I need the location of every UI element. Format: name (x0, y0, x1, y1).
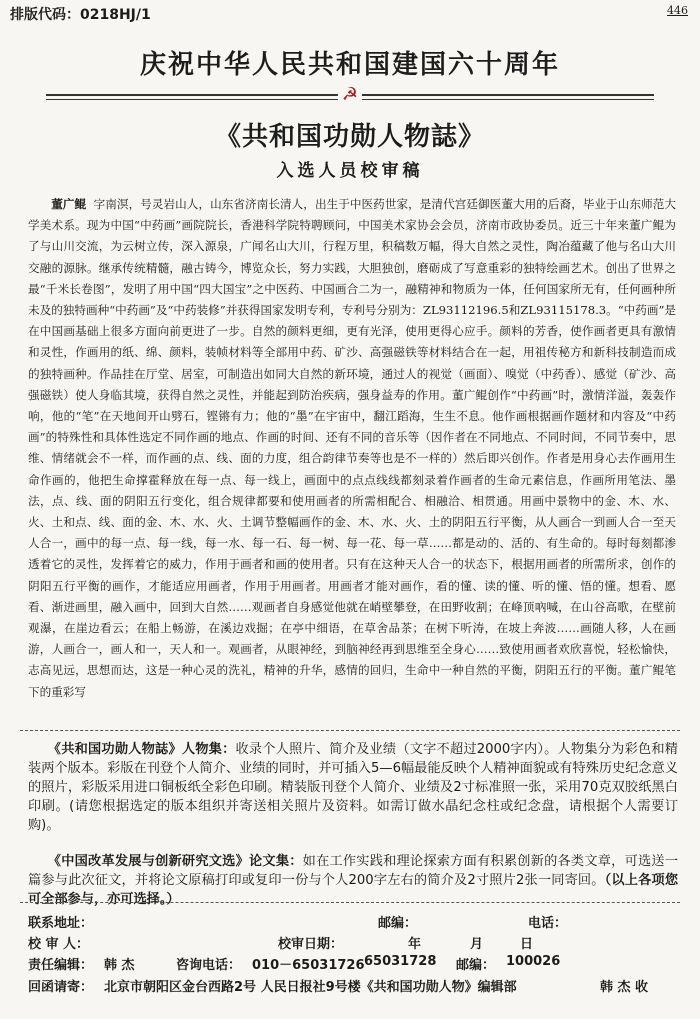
title-divider (46, 84, 654, 105)
wenxuan-text: 如在工作实践和理论探索方面有积累创新的各类文章，可选送一篇参与此次征文，并将论文原稿打印或复印一份与个人200字左右的简介及2寸照片2张一同寄回。 (28, 854, 679, 888)
postcode-label: 邮编： (378, 916, 418, 931)
cut-line-bottom (20, 902, 680, 903)
profile-text: 字南溟，号灵岩山人，山东省济南长清人，出生于中医药世家，是清代宫廷御医董大用的后裔，毕业于山东师范大学美术系。现为中国“中药画”画院院长，香港科学院特聘顾问，中国美术家协会会员，济南市政协委员。近三十年来董广鲲为了与山川交流，为云树立传，深入源泉，广闻名山大川，行程万里，积稿数万幅，得大自然之灵性，陶冶蕴藏了他与名山大川交融的源脉。继承传统精髓，融古铸今，博览众长，努力实践，大胆独创，磨砺成了写意重彩的独特绘画艺术。创出了世界之最“千米长卷图”，发明了用中国“四大国宝”之中医药、中国画合二为一，融精神和物质为一体，任何国家所无有，任何画种所未及的独特画种“中药画”及“中药装修”并获得国家发明专利，专利号分别为：ZL93112196.5和ZL93115178.3。“中药画”是在中国画基础上很多方面向前更进了一步。自然的颜料更细，更有光泽，使用更得心应手。颜料的芳香，使作画者更具有激情和灵性，作画用的纸、绵、颜料，装帧材料等全部用中药、矿沙、高强磁铁等材料结合在一起，用祖传秘方和新科技制造而成的独特画种。作品挂在厅堂、居室，可制造出如同大自然的新环境，通过人的视觉（画面）、嗅觉（中药香）、感觉（矿沙、高强磁铁）使人身临其境，获得自然之灵性，并能起到防治疾病，强身益寿的作用。董广鲲创作“中药画”时，激情洋溢，轰轰作响，他的“笔”在天地间开山劈石，铿锵有力；他的“墨”在宇宙中，翻江蹈海，生生不息。他作画根据画作题材和内容及“中药画”的特殊性和具体性选定不同作画的地点、作画的时间、还有不同的音乐等（因作者在不同地点、不同时间，不同节奏中，思维、情绪就会不一样，而作画的点、线、面的力度，组合韵律节奏等也是不一样的）然后即兴创作。作者是用身心去作画用生命作画的，他把生命撑霍释放在每一点、每一线上，画面中的点点线线都刻录着作画者的生命元素信息，作画所用笔法、墨法，点、线、面的阴阳五行变化，组合规律都要和使用画者的所需相配合、相融洽、相贯通。用画中景物中的金、木、水、火、土和点、线、面的金、木、水、火、土调节整幅画作的金、木、水、火、土的阴阳五行平衡，从人画合一到画人合一至天人合一，画中的每一点、每一线，每一水、每一石、每一树、每一花、每一草……都是动的、活的、有生命的。每时每刻都渗透着它的灵性，发挥着它的威力，作用于画者和画的使用者。只有在这种天人合一的状态下，根据用画者的所需所求，创作的阴阳五行平衡的画作，才能适应用画者，作用于用画者。用画者才能对画作，看的懂、读的懂、听的懂、悟的懂。想看、愿看、渐进画里，融入画中，回到大自然……观画者自身感觉他就在峭壁攀登，在田野收割；在峰顶吶喊，在山谷高歌，在壁前观瀑，在崖边看云；在船上畅游，在溪边戏掘；在亭中细语，在草舍品茶；在树下听涛，在坡上奔波……画随人移，人在画游，人画合一，画人和一，天人和一。观画者，从眼神经，到脑神经再到思维至全身心……致使用画者欢欣喜悦，轻松愉快，志高见远，思想而达，这是一种心灵的洗礼，精神的升华，感情的回归，生命中一种自然的平衡，阴阳五行的平衡。董广鲲笔下的重彩写 (28, 197, 676, 699)
reply-address: 北京市朝阳区金台西路2号 人民日报社9号楼《共和国功勋人物》编辑部 (104, 980, 517, 995)
phone-label: 电话： (528, 916, 568, 931)
day-label: 日 (520, 937, 534, 952)
profile-body (28, 194, 676, 703)
cut-line-top (20, 730, 680, 731)
address-label: 联系地址： (28, 916, 94, 931)
tel-label: 咨询电话： (176, 958, 242, 973)
wenxuan-heading: 《中国改革发展与创新研究文选》论文集： (47, 854, 303, 869)
layout-code: 排版代码：0218HJ/1 (10, 7, 151, 23)
editor-label: 责任编辑： (28, 958, 94, 973)
reply-label: 回函请寄： (28, 980, 94, 995)
tel-number-2: 65031728 (364, 954, 437, 969)
renwuji-heading: 《共和国功勋人物誌》人物集： (47, 742, 236, 757)
recipient: 韩 杰 收 (600, 980, 649, 995)
wenxuan-note: （以上各项您可全部参与，亦可选择。） (28, 873, 679, 907)
main-title: 庆祝中华人民共和国建国六十周年 (139, 50, 560, 80)
wenxuan-notice (28, 852, 678, 909)
hammer-sickle-icon: ☭ (338, 85, 362, 105)
reviewer-label: 校 审 人： (28, 937, 90, 952)
review-date-label: 校审日期： (278, 937, 344, 952)
zip-label: 邮编： (456, 958, 496, 973)
year-label: 年 (408, 937, 422, 952)
renwuji-text: 收录个人照片、简介及业绩（文字不超过2000字内）。人物集分为彩色和精装两个版本。彩版在刊登个人简介、业绩的同时，并可插入5—6幅最能反映个人精神面貌或有特殊历史纪念意义的照片，彩版采用进口铜板纸全彩色印刷。精装版刊登个人简介、业绩及2寸标准照一张，采用70克双胶纸黑白印刷。(请您根据选定的版本组织并寄送相关照片及资料。如需订做水晶纪念柱或纪念盘，请根据个人需要订购)。 (28, 742, 678, 833)
editor-name: 韩 杰 (104, 958, 135, 973)
page-number: 446 (667, 4, 688, 17)
tel-number-1: 010－65031726 (252, 958, 365, 973)
renwuji-notice (28, 740, 678, 835)
profile-name: 董广鲲 (51, 197, 87, 211)
book-title: 《共和国功勋人物誌》 (214, 122, 485, 152)
draft-title: 入选人员校审稿 (276, 161, 424, 181)
month-label: 月 (470, 937, 484, 952)
zip-code: 100026 (506, 954, 561, 969)
